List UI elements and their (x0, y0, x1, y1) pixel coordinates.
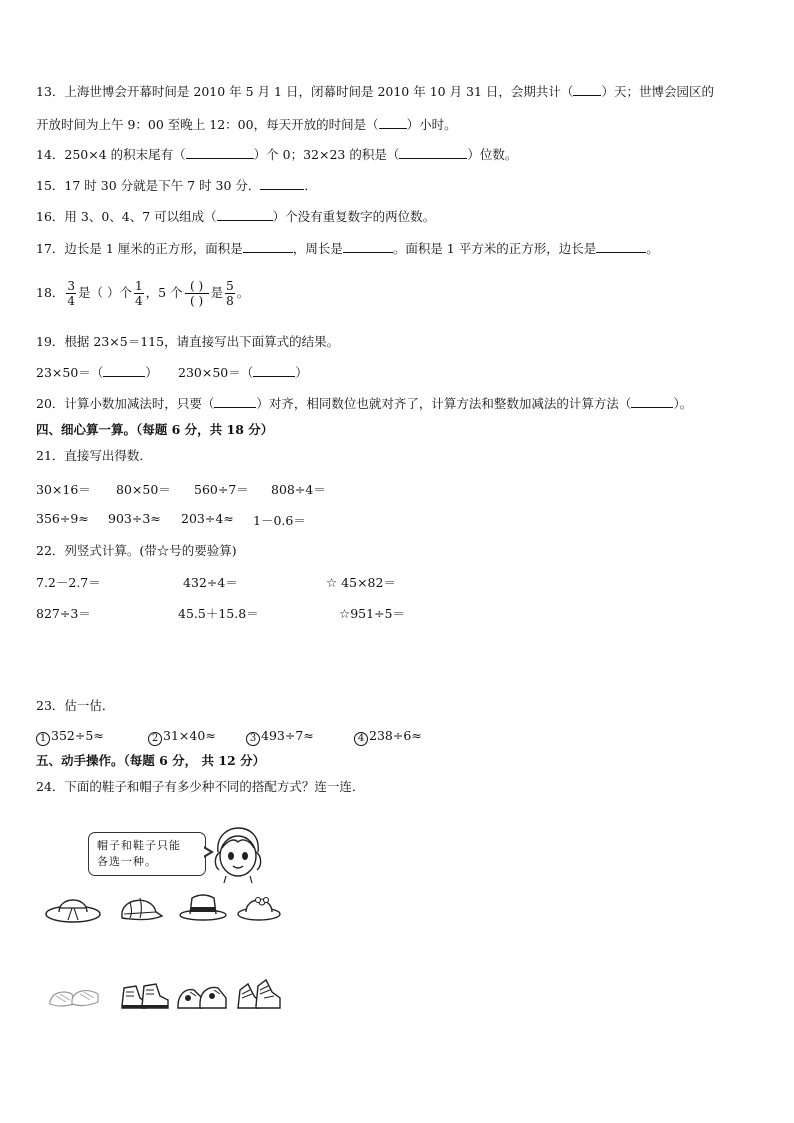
boots-icon (118, 978, 170, 1012)
calc-item: 903÷3≈ (108, 511, 161, 526)
calc-item: 1－0.6＝ (253, 513, 306, 528)
answer-blank[interactable] (399, 146, 467, 159)
question-20: 20．计算小数加减法时，只要（ ）对齐，相同数位也就对齐了，计算方法和整数加减法的计算方法（ ）。 (36, 396, 693, 411)
calc-item: 30×16＝ (36, 482, 91, 497)
answer-blank[interactable] (596, 240, 646, 253)
question-23: 23．估一估． (36, 698, 115, 713)
answer-blank[interactable] (253, 364, 295, 377)
calc-item: 827÷3＝ (36, 606, 91, 621)
fraction: $\frac{3}{4}$ (67, 279, 76, 308)
fedora-hat-icon (178, 892, 228, 922)
question-19: 19．根据 23×5＝115，请直接写出下面算式的结果。 (36, 334, 340, 349)
estimate-item: 3 493÷7≈ (246, 728, 314, 746)
cap-icon (118, 892, 164, 924)
calc-item: 432÷4＝ (183, 575, 238, 590)
answer-blank[interactable] (379, 116, 407, 129)
answer-blank[interactable] (103, 364, 145, 377)
calc-item: ☆951÷5＝ (339, 606, 405, 621)
sandals-icon (46, 982, 102, 1012)
question-17: 17．边长是 1 厘米的正方形，面积是 ，周长是 。面积是 1 平方米的正方形，边长是 。 (36, 241, 659, 256)
fraction: $\frac{1}{4}$ (135, 279, 143, 308)
calc-item: 45.5＋15.8＝ (178, 606, 259, 621)
calc-item: ☆ 45×82＝ (326, 575, 396, 590)
answer-blank[interactable] (631, 395, 673, 408)
question-15: 15．17 时 30 分就是下午 7 时 30 分． ． (36, 178, 317, 193)
question-21: 21．直接写出得数． (36, 448, 152, 463)
speech-bubble: 帽子和鞋子只能 各选一种。 (88, 832, 206, 876)
calc-item: 203÷4≈ (181, 511, 234, 526)
question-13-line-1: 13．上海世博会开幕时间是 2010 年 5 月 1 日，闭幕时间是 2010 年 10 月 31 日，会期共计（ ）天；世博会园区的 (36, 84, 714, 99)
answer-blank[interactable] (573, 83, 601, 96)
question-18: 18． $\frac{3}{4}$ 是（ ）个 $\frac{1}{4}$ ，5 个 $\frac{( )}{( )}$ 是 $\frac{5}{8}$ 。 (36, 279, 250, 308)
answer-blank[interactable] (217, 208, 273, 221)
girl-face-icon (210, 826, 266, 884)
wide-brim-hat-icon (44, 890, 102, 924)
calc-item: 80×50＝ (116, 482, 171, 497)
calc-item: 808÷4＝ (271, 482, 326, 497)
calc-item: 560÷7＝ (194, 482, 249, 497)
estimate-item: 4 238÷6≈ (354, 728, 422, 746)
question-19-expr-1: 23×50＝（ ） (36, 365, 158, 380)
answer-blank[interactable] (186, 146, 254, 159)
estimate-item: 1 352÷5≈ (36, 728, 104, 746)
question-19-expr-2: 230×50＝（ ） (178, 365, 308, 380)
question-22: 22．列竖式计算。(带☆号的要验算) (36, 543, 237, 558)
fraction-answer-blank[interactable]: $\frac{( )}{( )}$ (185, 279, 209, 308)
flower-hat-icon (236, 890, 282, 922)
high-top-shoes-icon (234, 976, 284, 1012)
answer-blank[interactable] (343, 240, 393, 253)
section-5-heading: 五、动手操作。（每题 6 分， 共 12 分） (36, 753, 266, 768)
calc-item: 356÷9≈ (36, 511, 89, 526)
section-4-heading: 四、细心算一算。（每题 6 分，共 18 分） (36, 422, 274, 437)
fraction: $\frac{5}{8}$ (226, 279, 234, 308)
sneakers-icon (176, 980, 228, 1012)
answer-blank[interactable] (260, 177, 304, 190)
question-13-line-2: 开放时间为上午 9：00 至晚上 12：00，每天开放的时间是（ ）小时。 (36, 117, 457, 132)
question-24: 24．下面的鞋子和帽子有多少种不同的搭配方式？连一连． (36, 779, 365, 794)
answer-blank[interactable] (243, 240, 293, 253)
calc-item: 7.2－2.7＝ (36, 575, 101, 590)
question-16: 16．用 3、0、4、7 可以组成（ ）个没有重复数字的两位数。 (36, 209, 436, 224)
question-14: 14．250×4 的积末尾有（ ）个 0；32×23 的积是（ ）位数。 (36, 147, 518, 162)
estimate-item: 2 31×40≈ (148, 728, 216, 746)
answer-blank[interactable] (214, 395, 256, 408)
